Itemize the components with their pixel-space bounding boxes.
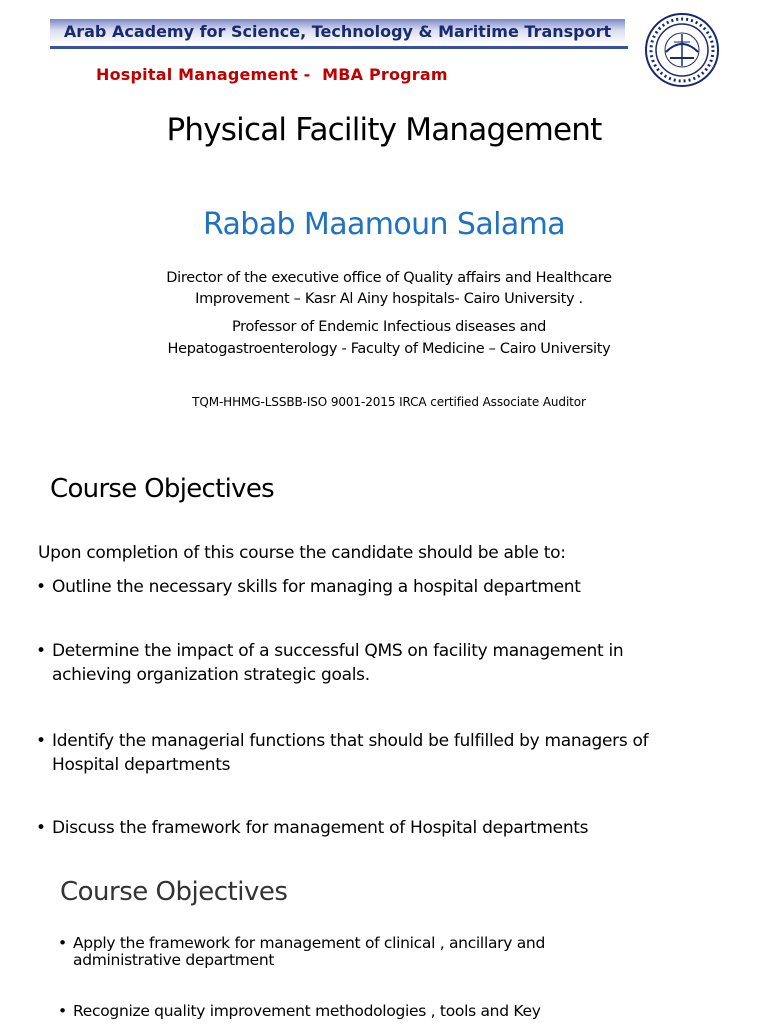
bullet-icon: • (36, 818, 46, 838)
bullet-icon: • (36, 731, 46, 751)
header-divider (50, 46, 628, 49)
program-title: Hospital Management - MBA Program (96, 65, 448, 84)
objectives-intro: Upon completion of this course the candidate should be able to: (38, 543, 566, 563)
list-item-text: achieving organization strategic goals. (52, 665, 370, 685)
affiliation-line: Professor of Endemic Infectious diseases and (231, 319, 547, 335)
list-item (36, 639, 736, 687)
list-item-text: Apply the framework for management of clinical , ancillary and (73, 934, 545, 952)
certification-line: TQM-HHMG-LSSBB-ISO 9001-2015 IRCA certified Associate Auditor (192, 395, 586, 409)
list-item-text: Identify the managerial functions that should be fulfilled by managers of (52, 731, 649, 751)
list-item (36, 729, 736, 777)
list-item-text: Discuss the framework for management of Hospital departments (52, 818, 589, 838)
list-item (36, 575, 736, 599)
list-item (58, 1002, 738, 1022)
list-item (58, 934, 738, 970)
list-item (36, 816, 736, 840)
list-item-text: Determine the impact of a successful QMS on facility management in (52, 641, 624, 661)
affiliation-line: Hepatogastroenterology - Faculty of Medicine – Cairo University (167, 341, 611, 357)
list-item-text: administrative department (73, 951, 275, 969)
academy-name: Arab Academy for Science, Technology & Maritime Transport (63, 22, 612, 41)
list-item-text: Recognize quality improvement methodologies , tools and Key (73, 1002, 541, 1020)
affiliation-line: Director of the executive office of Quality affairs and Healthcare (166, 270, 612, 286)
bullet-icon: • (58, 1002, 67, 1020)
bullet-icon: • (36, 641, 46, 661)
list-item-text: Outline the necessary skills for managing a hospital department (52, 577, 581, 597)
academy-seal-icon (636, 8, 728, 92)
presentation-title: Physical Facility Management (166, 112, 602, 148)
section-heading: Course Objectives (50, 474, 274, 504)
affiliation-line: Improvement – Kasr Al Ainy hospitals- Cairo University . (195, 291, 583, 307)
bullet-icon: • (58, 934, 67, 952)
bullet-icon: • (36, 577, 46, 597)
list-item-text: Hospital departments (52, 755, 231, 775)
presenter-name: Rabab Maamoun Salama (202, 207, 566, 242)
section-heading: Course Objectives (60, 877, 288, 907)
